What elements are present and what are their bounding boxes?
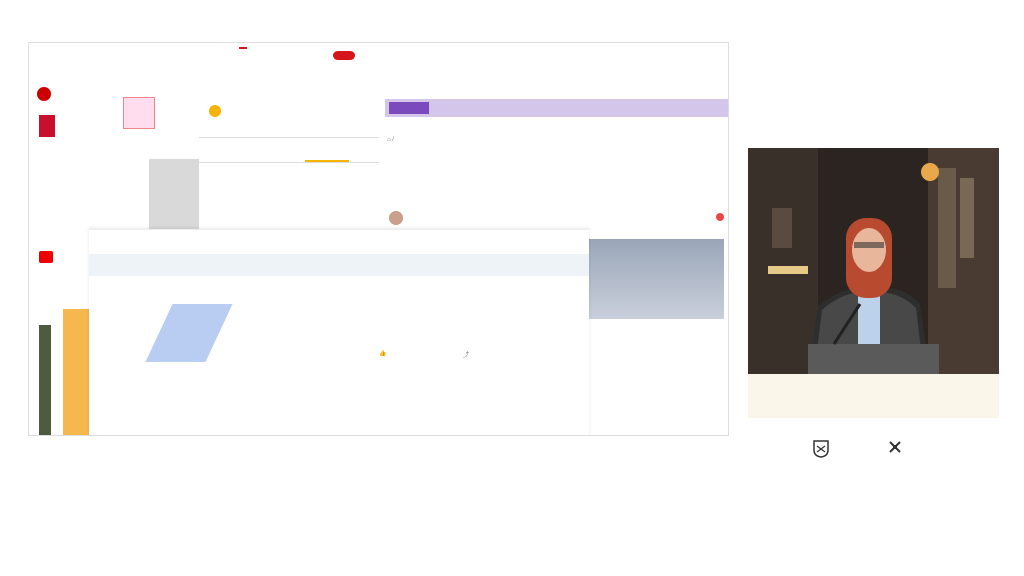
speaker-video: [748, 148, 999, 374]
onet-tabs: [199, 137, 409, 163]
speaker-lower-third: [748, 374, 999, 418]
forsal-nav-biznes[interactable]: [39, 115, 55, 137]
gospodarka-image: [149, 159, 199, 229]
dziennik-share-icon[interactable]: [716, 213, 724, 221]
news-collage: [28, 42, 729, 436]
interia-weather-bar: [89, 254, 589, 276]
tile-mosaic-bottom: [0, 455, 1024, 576]
tile-mosaic-top: [0, 0, 1024, 22]
dziennik-breadcrumb[interactable]: [387, 137, 394, 143]
rybnik-crest-icon: [812, 440, 830, 458]
forsal-image: [39, 325, 51, 435]
dziennik-image: [589, 239, 724, 319]
youtube-icon: [39, 251, 53, 263]
toggle-icon[interactable]: [333, 51, 355, 60]
gospodarka-banner: [123, 97, 155, 129]
interia-screenshot: [89, 229, 589, 436]
home-icon: ⌂ /: [387, 137, 394, 143]
author-avatar: [389, 211, 403, 225]
interia-share-button[interactable]: ⤴: [463, 353, 470, 359]
onet-tab-active[interactable]: [305, 137, 349, 162]
dziennik-ad-banner[interactable]: [385, 99, 728, 117]
speaker-video-frame: [748, 148, 999, 374]
ad-logo: [389, 102, 429, 114]
focus-screenshot: [209, 43, 369, 91]
psa-logo-icon: [888, 440, 902, 454]
onet-logo-icon: [209, 105, 221, 117]
interia-like-button[interactable]: 👍: [379, 351, 387, 357]
focus-logo: [239, 47, 247, 49]
forsal-icon: [37, 87, 51, 101]
interia-decor-shape: [145, 304, 232, 362]
